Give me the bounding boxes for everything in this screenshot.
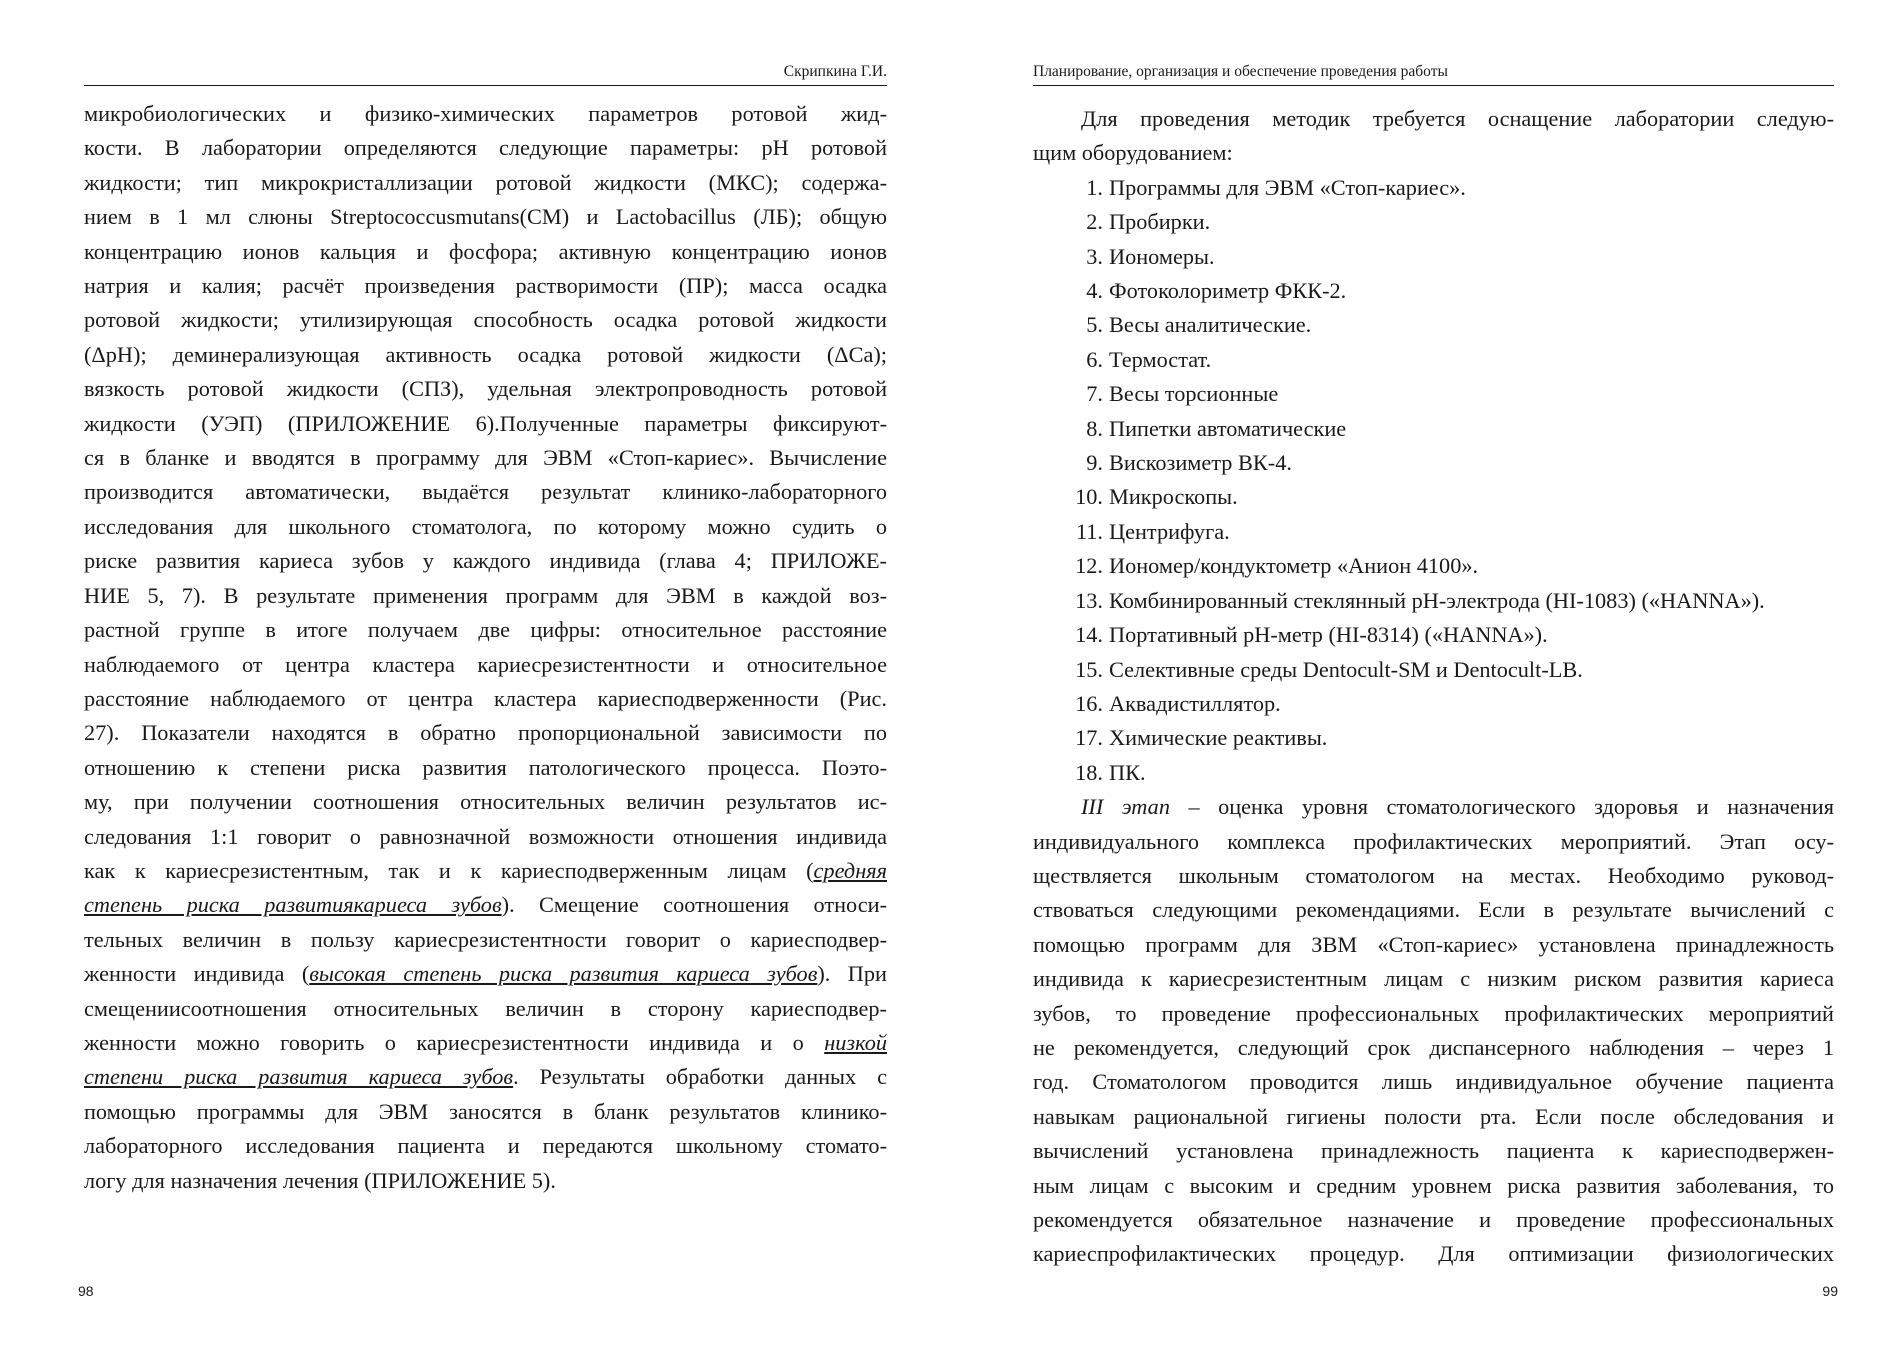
text-line: наблюдаемого от центра кластера кариесрезистентности и относительное — [84, 651, 887, 677]
text-line: отношению к степени риска развития патологического процесса. Поэто- — [84, 754, 887, 780]
text-line: индивидуального комплекса профилактических мероприятий. Этап осу- — [1033, 828, 1834, 854]
text-line — [84, 957, 887, 991]
list-item — [1033, 171, 1834, 205]
text-line — [84, 888, 887, 922]
text-line: производится автоматически, выдаётся результат клинико-лабораторного — [84, 479, 887, 505]
list-item — [1033, 618, 1834, 652]
list-text: Комбинированный стеклянный pH-электрода (HI-1083) («HANNA»). — [1109, 587, 1765, 613]
list-item — [1033, 205, 1834, 239]
running-head-chapter: Планирование, организация и обеспечение проведения работы — [1033, 63, 1448, 80]
text-line — [84, 854, 887, 888]
text-run: женности можно говорить о кариесрезистентности индивида и о — [84, 1029, 825, 1055]
list-number: 3. — [1086, 243, 1103, 269]
list-text: Аквадистиллятор. — [1109, 690, 1281, 716]
list-text: Селективные среды Dentocult-SM и Dentocult-LB. — [1109, 656, 1583, 682]
emphasis-risk-high: высокая степень риска развития кариеса зубов — [309, 961, 818, 987]
right-body-text — [1033, 102, 1834, 1272]
list-item — [1033, 446, 1834, 480]
text-line: Для проведения методик требуется оснащение лаборатории следую- — [1081, 106, 1834, 131]
text-line: лабораторного исследования пациента и передаются школьному стомато- — [84, 1133, 887, 1159]
text-line: год. Стоматологом проводится лишь индивидуальное обучение пациента — [1033, 1069, 1834, 1095]
list-item — [1033, 756, 1834, 790]
text-run: как к кариесрезистентным, так и к кариесподверженным лицам ( — [84, 857, 814, 883]
list-text: Весы аналитические. — [1109, 312, 1312, 338]
left-body-text — [84, 97, 887, 1198]
text-line: расстояние наблюдаемого от центра кластера кариесподверженности (Рис. — [84, 685, 887, 711]
list-text: Термостат. — [1109, 346, 1212, 372]
running-head-author: Скрипкина Г.И. — [783, 63, 887, 80]
list-number: 11. — [1075, 518, 1103, 544]
text-line: тельных величин в пользу кариесрезистентности говорит о кариесподвер- — [84, 926, 887, 952]
page-number: 98 — [78, 1283, 94, 1299]
text-run: женности индивида ( — [84, 961, 310, 987]
text-line: индивида к кариесрезистентным лицам с низким риском развития кариеса — [1033, 966, 1834, 992]
header-rule — [1033, 85, 1834, 86]
list-text: Программы для ЭВМ «Стоп-кариес». — [1109, 174, 1466, 200]
list-number: 12. — [1075, 553, 1103, 579]
text-line: не рекомендуется, следующий срок диспансерного наблюдения – через 1 — [1033, 1034, 1834, 1060]
text-line: натрия и калия; расчёт произведения растворимости (ПР); масса осадка — [84, 273, 887, 299]
list-text: Иономеры. — [1109, 243, 1215, 269]
list-text: Пробирки. — [1109, 209, 1211, 235]
text-line: (ΔpH); деминерализующая активность осадка ротовой жидкости (ΔCa); — [84, 341, 887, 367]
text-line: 27). Показатели находятся в обратно пропорциональной зависимости по — [84, 720, 887, 746]
emphasis-risk-low-cont: степени риска развития кариеса зубов — [84, 1064, 514, 1090]
list-item — [1033, 549, 1834, 583]
list-text: Иономер/кондуктометр «Анион 4100». — [1109, 553, 1479, 579]
list-number: 14. — [1075, 622, 1103, 648]
text-line: кости. В лаборатории определяются следующие параметры: pH ротовой — [84, 135, 887, 161]
list-number: 5. — [1086, 312, 1103, 338]
list-item — [1033, 687, 1834, 721]
list-item — [1033, 412, 1834, 446]
text-line: жидкости; тип микрокристаллизации ротовой жидкости (МКС); содержа- — [84, 169, 887, 195]
list-text: Химические реактивы. — [1109, 725, 1328, 751]
list-number: 9. — [1086, 450, 1103, 476]
text-line: нием в 1 мл слюны Streptococcusmutans(СМ) и Lactobacillus (ЛБ); общую — [84, 204, 887, 230]
list-text: Микроскопы. — [1109, 484, 1238, 510]
stage-label: III этап — [1081, 794, 1170, 820]
text-run: ). Смещение соотношения относи- — [501, 892, 887, 918]
list-item — [1033, 308, 1834, 342]
list-item — [1033, 515, 1834, 549]
text-run: . Результаты обработки данных с — [513, 1064, 887, 1090]
list-item — [1033, 343, 1834, 377]
text-line: рекомендуется обязательное назначение и проведение профессиональных — [1033, 1207, 1834, 1232]
list-text: Вискозиметр ВК-4. — [1109, 450, 1292, 476]
list-item — [1033, 653, 1834, 687]
text-line: ротовой жидкости; утилизирующая способность осадка ротовой жидкости — [84, 307, 887, 333]
list-number: 2. — [1086, 209, 1103, 235]
list-number: 18. — [1075, 759, 1103, 785]
text-line: щим оборудованием: — [1033, 140, 1233, 166]
text-line: ным лицам с высоким и средним уровнем риска развития заболевания, то — [1033, 1172, 1834, 1198]
list-text: Фотоколориметр ФКК-2. — [1109, 278, 1347, 304]
equipment-list — [1033, 171, 1834, 790]
text-line: му, при получении соотношения относительных величин результатов ис- — [84, 789, 887, 815]
text-line: НИЕ 5, 7). В результате применения программ для ЭВМ в каждой воз- — [84, 582, 887, 608]
header-rule — [84, 85, 887, 86]
text-line: навыкам рациональной гигиены полости рта. Если после обследования и — [1033, 1103, 1834, 1129]
text-line: вычислений установлена принадлежность пациента к кариесподвержен- — [1033, 1138, 1834, 1164]
right-page — [951, 0, 1902, 1350]
text-line: микробиологических и физико-химических параметров ротовой жид- — [84, 101, 887, 126]
emphasis-risk-medium-cont: степень риска развитиякариеса зубов — [84, 892, 502, 918]
list-text: Портативный pH-метр (HI-8314) («HANNA»). — [1109, 622, 1548, 648]
text-line: жидкости (УЭП) (ПРИЛОЖЕНИЕ 6).Полученные параметры фиксируют- — [84, 410, 887, 436]
text-line: риске развития кариеса зубов у каждого индивида (глава 4; ПРИЛОЖЕ- — [84, 548, 887, 574]
text-line — [84, 1060, 887, 1094]
list-number: 17. — [1075, 725, 1103, 751]
list-item — [1033, 240, 1834, 274]
text-line: исследования для школьного стоматолога, по которому можно судить о — [84, 513, 887, 539]
emphasis-risk-low: низкой — [824, 1029, 887, 1055]
list-number: 6. — [1086, 346, 1103, 372]
text-line: помощью программ для ЗВМ «Стоп-кариес» установлена принадлежность — [1033, 931, 1834, 957]
text-line: концентрацию ионов кальция и фосфора; активную концентрацию ионов — [84, 238, 887, 264]
list-text: Пипетки автоматические — [1109, 415, 1347, 441]
text-line — [1033, 790, 1834, 824]
text-line: смещениисоотношения относительных величин в сторону кариесподвер- — [84, 995, 887, 1021]
list-number: 15. — [1075, 656, 1103, 682]
list-number: 8. — [1086, 415, 1103, 441]
text-line: помощью программы для ЭВМ заносятся в бланк результатов клинико- — [84, 1098, 887, 1124]
list-number: 7. — [1086, 381, 1103, 407]
text-line: вязкость ротовой жидкости (СПЗ), удельная электропроводность ротовой — [84, 376, 887, 402]
text-line: зубов, то проведение профессиональных профилактических мероприятий — [1033, 1000, 1834, 1026]
list-number: 13. — [1075, 587, 1103, 613]
list-item — [1033, 274, 1834, 308]
text-line-last: логу для назначения лечения (ПРИЛОЖЕНИЕ 5). — [84, 1167, 556, 1193]
list-item — [1033, 480, 1834, 514]
text-line: следования 1:1 говорит о равнозначной возможности отношения индивида — [84, 823, 887, 849]
list-item — [1033, 377, 1834, 411]
list-item — [1033, 721, 1834, 755]
text-line: ся в бланке и вводятся в программу для ЭВМ «Стоп-кариес». Вычисление — [84, 445, 887, 471]
list-number: 4. — [1086, 278, 1103, 304]
text-line: ствоваться следующими рекомендациями. Если в результате вычислений с — [1033, 897, 1834, 923]
text-run: – оценка уровня стоматологического здоровья и назначения — [1169, 794, 1834, 820]
text-line: кариеспрофилактических процедур. Для оптимизации физиологических — [1033, 1241, 1834, 1267]
text-run: ). При — [817, 961, 887, 987]
list-number: 1. — [1086, 174, 1103, 200]
list-text: ПК. — [1109, 759, 1146, 785]
text-line — [84, 1026, 887, 1060]
list-number: 16. — [1075, 690, 1103, 716]
list-item — [1033, 584, 1834, 618]
text-line: ществляется школьным стоматологом на местах. Необходимо руковод- — [1033, 862, 1834, 888]
text-line: растной группе в итоге получаем две цифры: относительное расстояние — [84, 617, 887, 643]
list-text: Центрифуга. — [1109, 518, 1230, 544]
page-number: 99 — [1822, 1283, 1838, 1299]
emphasis-risk-medium: средняя — [813, 857, 887, 883]
list-number: 10. — [1075, 484, 1103, 510]
list-text: Весы торсионные — [1109, 381, 1279, 407]
